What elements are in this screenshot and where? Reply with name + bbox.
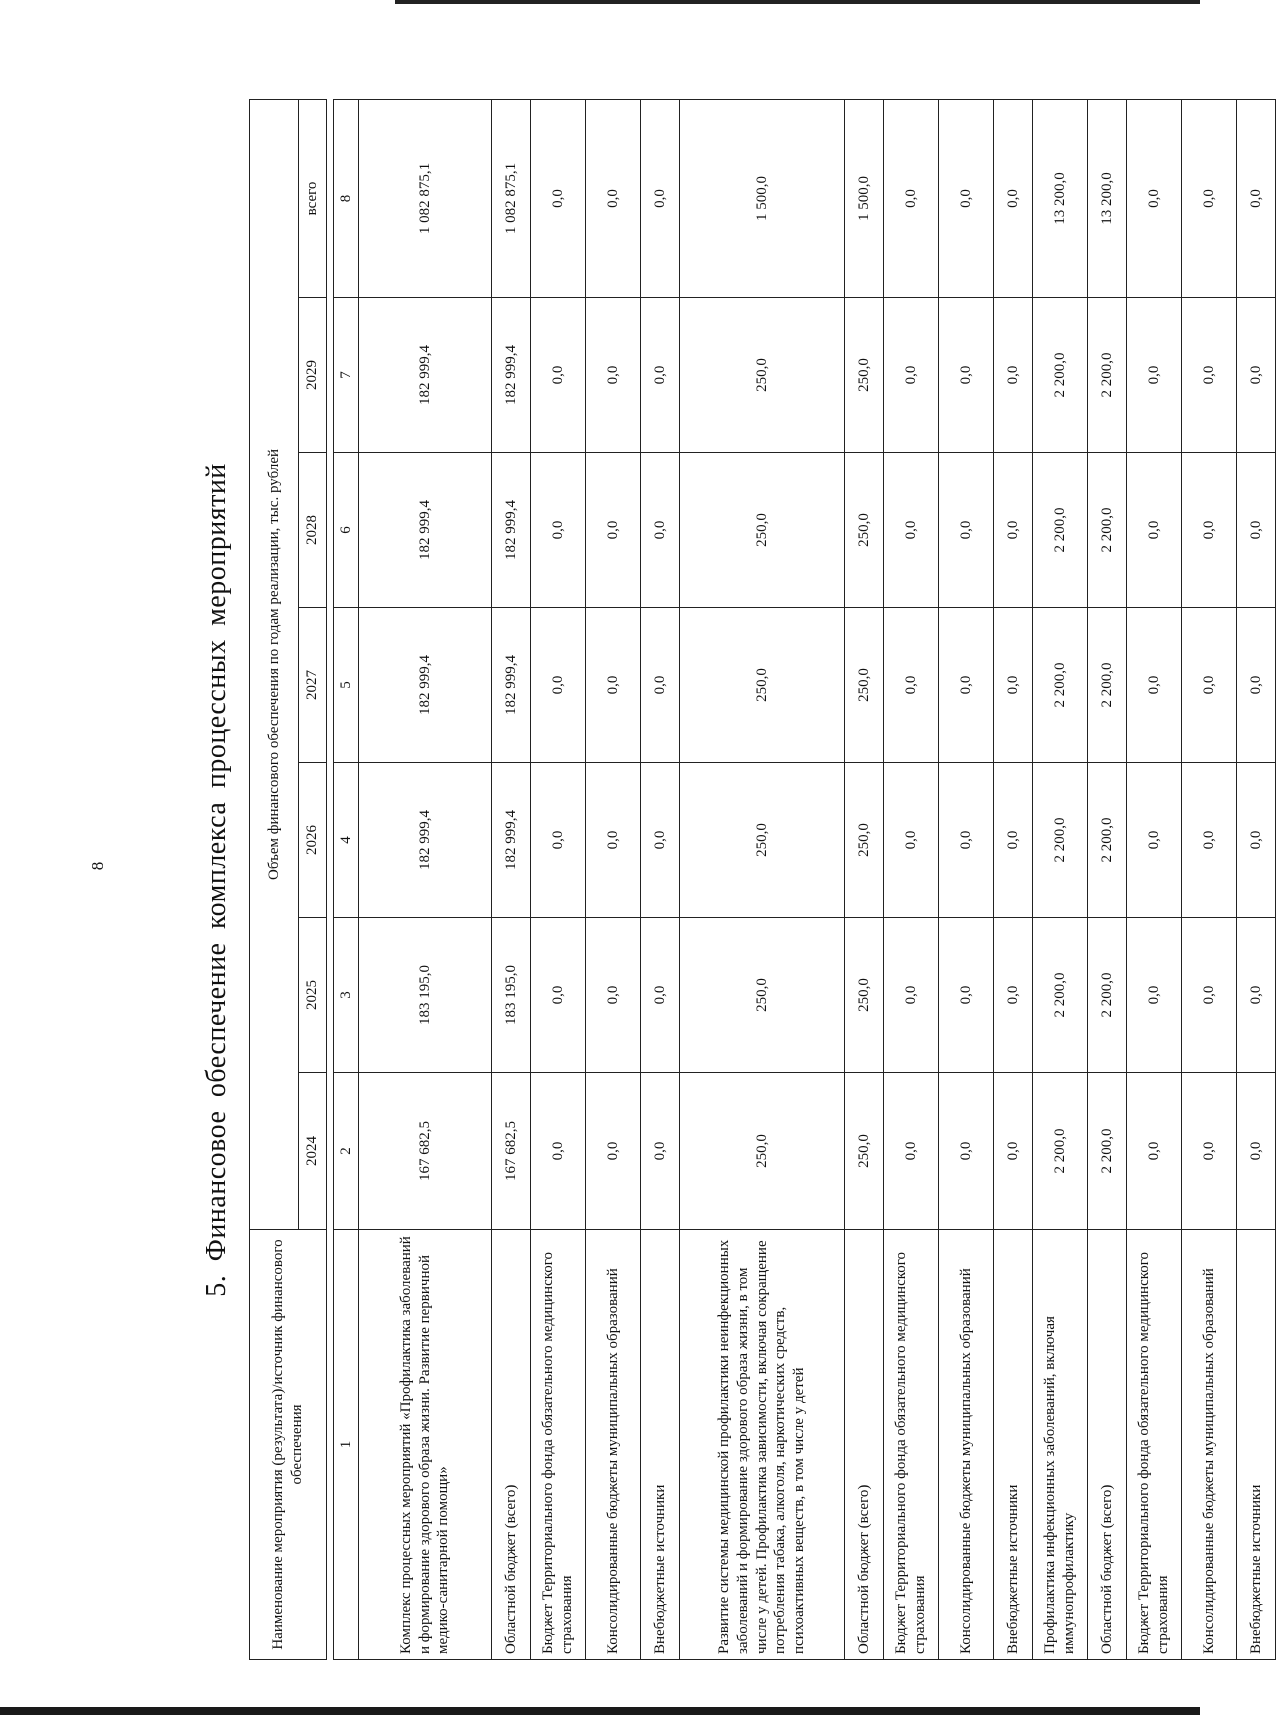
row-value: 250,0 bbox=[845, 763, 884, 918]
row-value: 0,0 bbox=[1237, 608, 1276, 763]
row-value: 182 999,4 bbox=[492, 763, 531, 918]
row-value: 0,0 bbox=[994, 99, 1033, 297]
row-value: 0,0 bbox=[1127, 763, 1182, 918]
row-value: 0,0 bbox=[641, 298, 680, 453]
row-value: 2 200,0 bbox=[1033, 608, 1088, 763]
table-row bbox=[1033, 99, 1088, 1659]
row-value: 0,0 bbox=[1237, 298, 1276, 453]
header-separator bbox=[327, 99, 334, 1659]
table-row bbox=[1182, 99, 1237, 1659]
column-number: 8 bbox=[334, 99, 359, 297]
row-value: 250,0 bbox=[845, 298, 884, 453]
header-volume: Объем финансового обеспечения по годам реализации, тыс. рублей bbox=[250, 99, 299, 1229]
row-name: Развитие системы медицинской профилактики неинфекционных заболеваний и формирование здорового образа жизни, в том числе у детей. Профилактика зависимости, включая сокращение потребления табака, алкоголя, наркотических средств, психоактивных веществ, в том числе у детей bbox=[680, 1230, 845, 1660]
row-value: 0,0 bbox=[939, 453, 994, 608]
table-row bbox=[1237, 99, 1276, 1659]
row-name: Областной бюджет (всего) bbox=[845, 1230, 884, 1660]
row-name: Профилактика инфекционных заболеваний, включая иммунопрофилактику bbox=[1033, 1230, 1088, 1660]
table-row bbox=[586, 99, 641, 1659]
row-value: 0,0 bbox=[884, 99, 939, 297]
row-value: 0,0 bbox=[531, 608, 586, 763]
row-value: 0,0 bbox=[884, 763, 939, 918]
row-value: 0,0 bbox=[1127, 918, 1182, 1073]
row-value: 183 195,0 bbox=[359, 918, 492, 1073]
row-value: 0,0 bbox=[1237, 1073, 1276, 1230]
column-number: 2 bbox=[334, 1073, 359, 1230]
row-value: 0,0 bbox=[531, 298, 586, 453]
table-row bbox=[492, 99, 531, 1659]
row-value: 250,0 bbox=[680, 608, 845, 763]
row-value: 2 200,0 bbox=[1088, 1073, 1127, 1230]
row-value: 0,0 bbox=[586, 453, 641, 608]
row-value: 0,0 bbox=[641, 608, 680, 763]
row-value: 0,0 bbox=[641, 99, 680, 297]
column-numbers-row bbox=[334, 99, 359, 1659]
row-value: 250,0 bbox=[845, 1073, 884, 1230]
column-number: 7 bbox=[334, 298, 359, 453]
row-value: 0,0 bbox=[1127, 99, 1182, 297]
row-value: 182 999,4 bbox=[359, 608, 492, 763]
row-value: 250,0 bbox=[680, 1073, 845, 1230]
row-value: 183 195,0 bbox=[492, 918, 531, 1073]
row-value: 0,0 bbox=[1237, 99, 1276, 297]
column-number: 1 bbox=[334, 1230, 359, 1660]
column-number: 3 bbox=[334, 918, 359, 1073]
table-row bbox=[531, 99, 586, 1659]
row-value: 0,0 bbox=[1127, 298, 1182, 453]
row-value: 250,0 bbox=[680, 453, 845, 608]
row-value: 0,0 bbox=[586, 763, 641, 918]
row-value: 0,0 bbox=[994, 608, 1033, 763]
row-value: 182 999,4 bbox=[359, 298, 492, 453]
table-row bbox=[845, 99, 884, 1659]
row-value: 250,0 bbox=[680, 763, 845, 918]
row-value: 1 500,0 bbox=[680, 99, 845, 297]
table-row bbox=[1088, 99, 1127, 1659]
table-row bbox=[359, 99, 492, 1659]
row-value: 2 200,0 bbox=[1033, 918, 1088, 1073]
row-value: 1 500,0 bbox=[845, 99, 884, 297]
row-value: 0,0 bbox=[1182, 99, 1237, 297]
year-header: 2027 bbox=[299, 608, 327, 763]
table-row bbox=[680, 99, 845, 1659]
table-row bbox=[994, 99, 1033, 1659]
section-heading: 5. Финансовое обеспечение комплекса процессных мероприятий bbox=[201, 463, 232, 1297]
row-value: 0,0 bbox=[939, 99, 994, 297]
scan-edge-top bbox=[395, 0, 1200, 4]
row-value: 0,0 bbox=[994, 298, 1033, 453]
year-header: 2026 bbox=[299, 763, 327, 918]
row-value: 0,0 bbox=[531, 99, 586, 297]
table-row bbox=[884, 99, 939, 1659]
row-value: 2 200,0 bbox=[1033, 453, 1088, 608]
row-value: 0,0 bbox=[531, 453, 586, 608]
row-value: 0,0 bbox=[884, 608, 939, 763]
year-header: 2029 bbox=[299, 298, 327, 453]
row-value: 2 200,0 bbox=[1088, 918, 1127, 1073]
column-number: 4 bbox=[334, 763, 359, 918]
year-header: всего bbox=[299, 99, 327, 297]
row-value: 0,0 bbox=[531, 918, 586, 1073]
row-value: 0,0 bbox=[641, 918, 680, 1073]
row-value: 0,0 bbox=[1182, 298, 1237, 453]
row-value: 2 200,0 bbox=[1033, 1073, 1088, 1230]
row-value: 182 999,4 bbox=[492, 608, 531, 763]
row-name: Консолидированные бюджеты муниципальных образований bbox=[939, 1230, 994, 1660]
row-name: Областной бюджет (всего) bbox=[1088, 1230, 1127, 1660]
row-value: 0,0 bbox=[939, 918, 994, 1073]
row-value: 250,0 bbox=[845, 918, 884, 1073]
row-value: 182 999,4 bbox=[492, 453, 531, 608]
row-value: 0,0 bbox=[939, 1073, 994, 1230]
row-value: 182 999,4 bbox=[359, 453, 492, 608]
row-value: 0,0 bbox=[531, 763, 586, 918]
row-name: Внебюджетные источники bbox=[1237, 1230, 1276, 1660]
year-header: 2028 bbox=[299, 453, 327, 608]
row-value: 0,0 bbox=[1127, 1073, 1182, 1230]
row-value: 2 200,0 bbox=[1088, 763, 1127, 918]
row-value: 0,0 bbox=[1237, 453, 1276, 608]
row-name: Областной бюджет (всего) bbox=[492, 1230, 531, 1660]
row-name: Внебюджетные источники bbox=[994, 1230, 1033, 1660]
year-header: 2024 bbox=[299, 1073, 327, 1230]
row-name: Комплекс процессных мероприятий «Профилактика заболеваний и формирование здорового образа жизни. Развитие первичной медико-санитарной помощи» bbox=[359, 1230, 492, 1660]
row-value: 0,0 bbox=[994, 1073, 1033, 1230]
row-value: 0,0 bbox=[884, 918, 939, 1073]
row-value: 0,0 bbox=[586, 298, 641, 453]
document-page bbox=[165, 100, 1264, 1660]
row-name: Консолидированные бюджеты муниципальных образований bbox=[586, 1230, 641, 1660]
row-value: 0,0 bbox=[586, 99, 641, 297]
row-name: Бюджет Территориального фонда обязательного медицинского страхования bbox=[1127, 1230, 1182, 1660]
row-value: 0,0 bbox=[994, 763, 1033, 918]
row-value: 0,0 bbox=[1127, 453, 1182, 608]
row-value: 2 200,0 bbox=[1033, 763, 1088, 918]
financing-table bbox=[249, 99, 1276, 1660]
row-value: 167 682,5 bbox=[492, 1073, 531, 1230]
row-value: 0,0 bbox=[641, 763, 680, 918]
row-value: 182 999,4 bbox=[492, 298, 531, 453]
table-row bbox=[939, 99, 994, 1659]
row-value: 2 200,0 bbox=[1088, 608, 1127, 763]
row-value: 182 999,4 bbox=[359, 763, 492, 918]
row-value: 0,0 bbox=[1127, 608, 1182, 763]
row-value: 1 082 875,1 bbox=[359, 99, 492, 297]
row-value: 0,0 bbox=[884, 298, 939, 453]
row-value: 0,0 bbox=[531, 1073, 586, 1230]
row-value: 0,0 bbox=[884, 1073, 939, 1230]
row-value: 2 200,0 bbox=[1088, 298, 1127, 453]
row-value: 13 200,0 bbox=[1088, 99, 1127, 297]
column-number: 6 bbox=[334, 453, 359, 608]
row-value: 0,0 bbox=[586, 1073, 641, 1230]
row-value: 0,0 bbox=[939, 608, 994, 763]
row-value: 0,0 bbox=[884, 453, 939, 608]
scan-edge-bottom bbox=[0, 1707, 1200, 1715]
row-value: 2 200,0 bbox=[1088, 453, 1127, 608]
row-value: 13 200,0 bbox=[1033, 99, 1088, 297]
row-value: 0,0 bbox=[1237, 763, 1276, 918]
row-value: 0,0 bbox=[641, 1073, 680, 1230]
year-header: 2025 bbox=[299, 918, 327, 1073]
table-row bbox=[641, 99, 680, 1659]
row-name: Бюджет Территориального фонда обязательного медицинского страхования bbox=[884, 1230, 939, 1660]
row-value: 0,0 bbox=[586, 608, 641, 763]
row-value: 250,0 bbox=[845, 608, 884, 763]
row-value: 0,0 bbox=[1182, 453, 1237, 608]
table-body bbox=[359, 99, 1276, 1659]
row-value: 0,0 bbox=[1182, 763, 1237, 918]
row-value: 2 200,0 bbox=[1033, 298, 1088, 453]
row-value: 0,0 bbox=[994, 453, 1033, 608]
row-name: Консолидированные бюджеты муниципальных образований bbox=[1182, 1230, 1237, 1660]
row-value: 250,0 bbox=[680, 298, 845, 453]
row-value: 0,0 bbox=[1182, 1073, 1237, 1230]
row-value: 0,0 bbox=[1182, 608, 1237, 763]
row-value: 250,0 bbox=[845, 453, 884, 608]
row-value: 167 682,5 bbox=[359, 1073, 492, 1230]
row-value: 0,0 bbox=[939, 298, 994, 453]
page-number: 8 bbox=[88, 861, 107, 871]
row-value: 250,0 bbox=[680, 918, 845, 1073]
row-name: Бюджет Территориального фонда обязательного медицинского страхования bbox=[531, 1230, 586, 1660]
row-name: Внебюджетные источники bbox=[641, 1230, 680, 1660]
table-row bbox=[1127, 99, 1182, 1659]
row-value: 0,0 bbox=[1237, 918, 1276, 1073]
row-value: 0,0 bbox=[994, 918, 1033, 1073]
row-value: 0,0 bbox=[1182, 918, 1237, 1073]
row-value: 0,0 bbox=[939, 763, 994, 918]
row-value: 1 082 875,1 bbox=[492, 99, 531, 297]
column-number: 5 bbox=[334, 608, 359, 763]
row-value: 0,0 bbox=[641, 453, 680, 608]
row-value: 0,0 bbox=[586, 918, 641, 1073]
header-name-column: Наименование мероприятия (результата)/источник финансового обеспечения bbox=[250, 1230, 327, 1660]
